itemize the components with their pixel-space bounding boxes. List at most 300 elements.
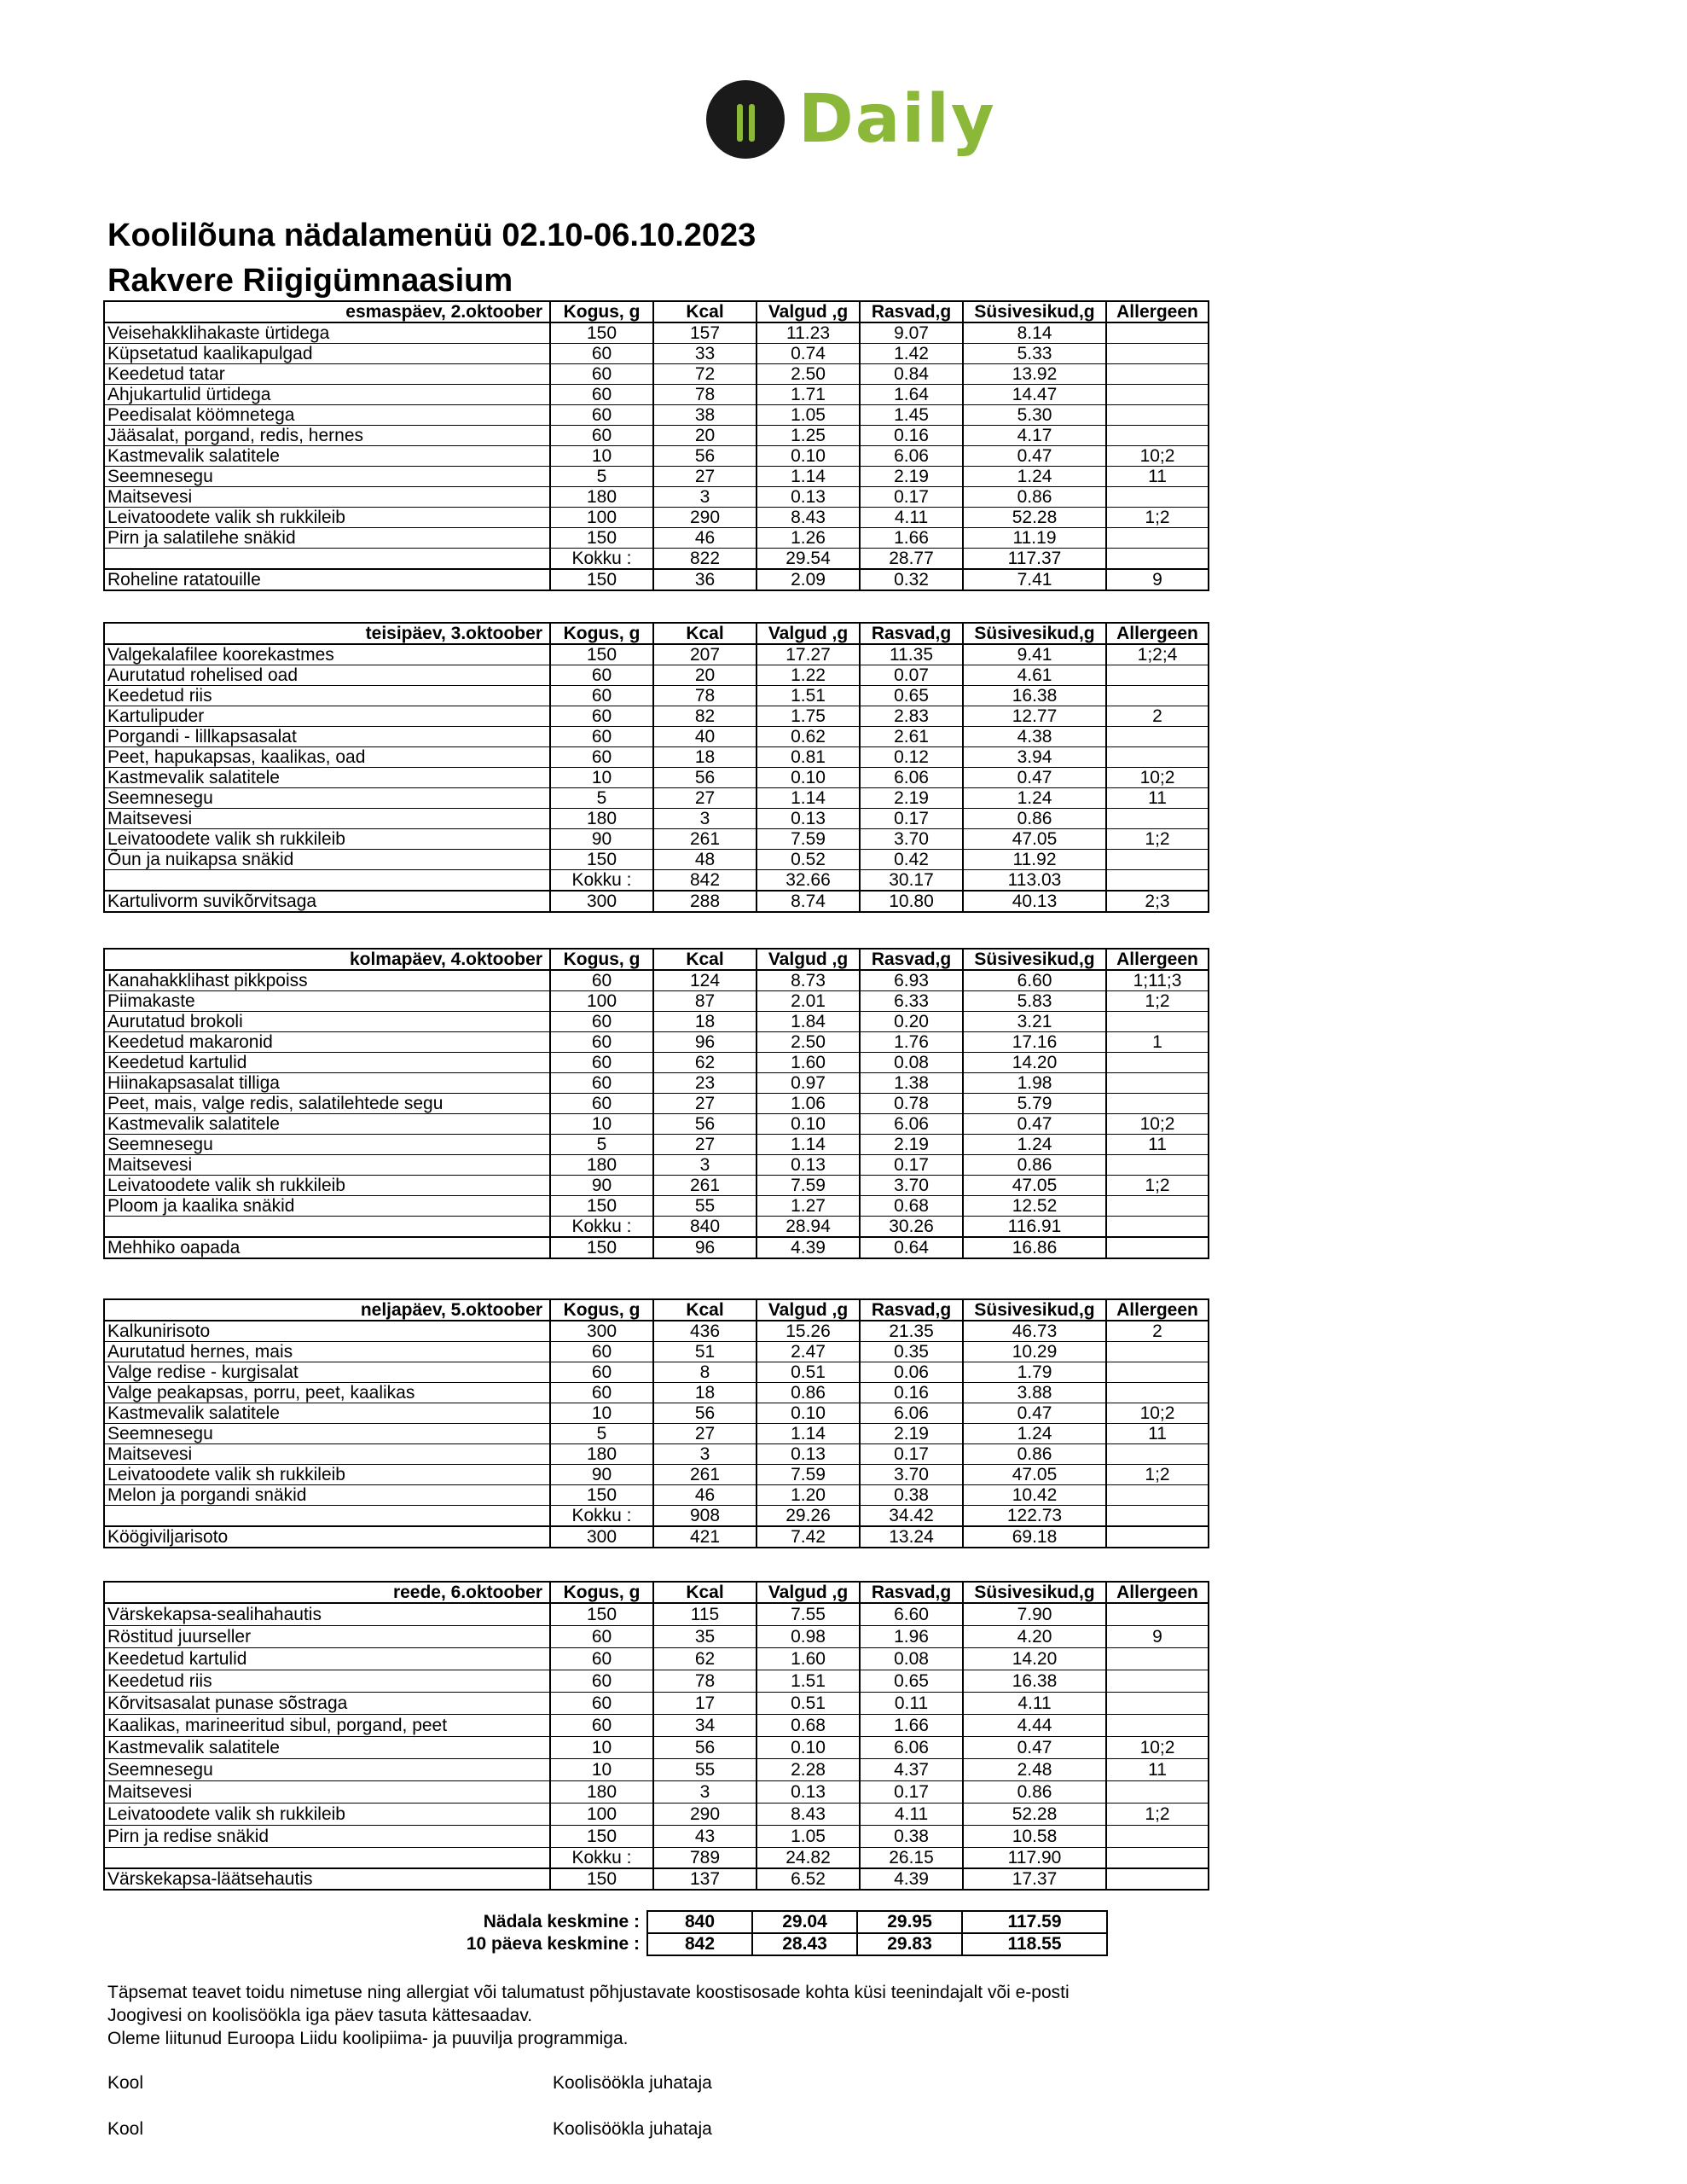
nutrient-value: 0.64: [860, 1237, 963, 1258]
total-label: Kokku :: [550, 549, 653, 570]
nutrient-value: 10;2: [1106, 768, 1209, 788]
average-row: [426, 1933, 1107, 1955]
nutrient-value: 1.71: [757, 385, 860, 405]
menu-item-row: [104, 829, 1209, 850]
nutrient-value: [1106, 1053, 1209, 1073]
column-header: Allergeen: [1106, 949, 1209, 970]
menu-item-row: [104, 1781, 1209, 1804]
menu-item-row: [104, 446, 1209, 467]
nutrient-value: 9: [1106, 569, 1209, 590]
nutrient-value: 8: [653, 1362, 757, 1383]
nutrient-value: 12.77: [963, 706, 1106, 727]
dish-name: Kastmevalik salatitele: [104, 1114, 550, 1135]
nutrient-value: 7.59: [757, 1176, 860, 1196]
menu-item-row: [104, 970, 1209, 991]
nutrient-value: 11: [1106, 1759, 1209, 1781]
nutrient-value: 0.47: [963, 1737, 1106, 1759]
nutrient-value: 47.05: [963, 829, 1106, 850]
nutrient-value: 6.93: [860, 970, 963, 991]
nutrient-value: [1106, 1237, 1209, 1258]
nutrient-value: 0.16: [860, 426, 963, 446]
signature-school-2: Kool: [107, 2119, 144, 2139]
nutrient-value: 0.68: [860, 1196, 963, 1217]
nutrient-value: 3.70: [860, 1176, 963, 1196]
nutrient-value: 4.11: [963, 1693, 1106, 1715]
total-value: 29.54: [757, 549, 860, 570]
nutrient-value: 34: [653, 1715, 757, 1737]
nutrient-value: [1106, 528, 1209, 549]
note-info: Täpsemat teavet toidu nimetuse ning allergiat või talumatust põhjustavate koostisosade kohta küsi teenindajalt või e-posti: [107, 1983, 1070, 2002]
column-header: Süsivesikud,g: [963, 949, 1106, 970]
nutrient-value: 0.86: [963, 1781, 1106, 1804]
nutrient-value: 60: [550, 665, 653, 686]
nutrient-value: 90: [550, 1465, 653, 1485]
nutrient-value: 180: [550, 809, 653, 829]
total-value: 842: [653, 870, 757, 892]
dish-name: Pirn ja salatilehe snäkid: [104, 528, 550, 549]
column-header: Valgud ,g: [757, 949, 860, 970]
nutrient-value: 1.06: [757, 1094, 860, 1114]
nutrient-value: 6.06: [860, 768, 963, 788]
column-header: Kogus, g: [550, 1582, 653, 1603]
fork-knife-icon: [706, 80, 785, 159]
nutrient-value: 180: [550, 487, 653, 508]
nutrient-value: 1.66: [860, 1715, 963, 1737]
nutrient-value: 0.74: [757, 344, 860, 364]
nutrient-value: 3: [653, 809, 757, 829]
dish-name: Veisehakklihakaste ürtidega: [104, 322, 550, 344]
nutrient-value: 0.52: [757, 850, 860, 870]
dish-name: Peedisalat köömnetega: [104, 405, 550, 426]
menu-item-row: [104, 487, 1209, 508]
column-header: Süsivesikud,g: [963, 1582, 1106, 1603]
total-row: [104, 1217, 1209, 1238]
column-header: Valgud ,g: [757, 301, 860, 322]
nutrient-value: 0.65: [860, 686, 963, 706]
nutrient-value: 1;2;4: [1106, 644, 1209, 665]
nutrient-value: 10;2: [1106, 446, 1209, 467]
nutrient-value: 4.20: [963, 1626, 1106, 1648]
nutrient-value: [1106, 850, 1209, 870]
dish-name: Porgandi - lillkapsasalat: [104, 727, 550, 747]
nutrient-value: 0.10: [757, 1403, 860, 1424]
menu-item-row: [104, 991, 1209, 1012]
dish-name: Küpsetatud kaalikapulgad: [104, 344, 550, 364]
nutrient-value: 1.45: [860, 405, 963, 426]
nutrient-value: 5.30: [963, 405, 1106, 426]
nutrient-value: 20: [653, 665, 757, 686]
nutrient-value: 69.18: [963, 1526, 1106, 1548]
nutrient-value: 2.01: [757, 991, 860, 1012]
nutrient-value: [1106, 747, 1209, 768]
nutrient-value: 150: [550, 1603, 653, 1626]
nutrient-value: 60: [550, 1073, 653, 1094]
dish-name: Värskekapsa-sealihahautis: [104, 1603, 550, 1626]
nutrient-value: 2.61: [860, 727, 963, 747]
nutrient-value: 17: [653, 1693, 757, 1715]
nutrient-value: 60: [550, 1648, 653, 1670]
nutrient-value: 17.16: [963, 1032, 1106, 1053]
total-value: 840: [653, 1217, 757, 1238]
total-value: 32.66: [757, 870, 860, 892]
total-label: Kokku :: [550, 1506, 653, 1527]
nutrient-value: 150: [550, 850, 653, 870]
nutrient-value: 11.35: [860, 644, 963, 665]
dish-name: Seemnesegu: [104, 788, 550, 809]
nutrient-value: [1106, 1526, 1209, 1548]
nutrient-value: 1.60: [757, 1053, 860, 1073]
nutrient-value: 1.25: [757, 426, 860, 446]
total-label: Kokku :: [550, 1848, 653, 1869]
nutrient-value: 7.41: [963, 569, 1106, 590]
nutrient-value: 180: [550, 1444, 653, 1465]
nutrient-value: 8.43: [757, 1804, 860, 1826]
alternative-dish-row: [104, 1868, 1209, 1890]
nutrient-value: 7.59: [757, 1465, 860, 1485]
total-label: Kokku :: [550, 1217, 653, 1238]
nutrient-value: 0.17: [860, 487, 963, 508]
nutrient-value: 1.27: [757, 1196, 860, 1217]
empty-cell: [104, 870, 550, 892]
nutrient-value: 43: [653, 1826, 757, 1848]
column-header: Kcal: [653, 949, 757, 970]
nutrient-value: 1.24: [963, 1135, 1106, 1155]
nutrient-value: 8.43: [757, 508, 860, 528]
nutrient-value: 150: [550, 322, 653, 344]
nutrient-value: [1106, 1012, 1209, 1032]
nutrient-value: 7.90: [963, 1603, 1106, 1626]
column-header: Allergeen: [1106, 301, 1209, 322]
nutrient-value: 10: [550, 1114, 653, 1135]
nutrient-value: 1.20: [757, 1485, 860, 1506]
total-value: 28.77: [860, 549, 963, 570]
nutrient-value: [1106, 1603, 1209, 1626]
dish-name: Maitsevesi: [104, 1444, 550, 1465]
total-row: [104, 870, 1209, 892]
average-value: 840: [647, 1911, 752, 1933]
menu-item-row: [104, 405, 1209, 426]
nutrient-value: [1106, 1693, 1209, 1715]
column-header: Kogus, g: [550, 623, 653, 644]
nutrient-value: 6.33: [860, 991, 963, 1012]
nutrient-value: 27: [653, 467, 757, 487]
nutrient-value: [1106, 1362, 1209, 1383]
nutrient-value: 11.23: [757, 322, 860, 344]
column-header: Kogus, g: [550, 1299, 653, 1321]
page-title: Koolilõuna nädalamenüü 02.10-06.10.2023: [107, 218, 757, 253]
dish-name: Keedetud makaronid: [104, 1032, 550, 1053]
nutrient-value: 55: [653, 1196, 757, 1217]
nutrient-value: [1106, 1648, 1209, 1670]
dish-name: Seemnesegu: [104, 467, 550, 487]
nutrient-value: 9.07: [860, 322, 963, 344]
nutrient-value: 2.83: [860, 706, 963, 727]
nutrient-value: 0.47: [963, 446, 1106, 467]
nutrient-value: 1.66: [860, 528, 963, 549]
nutrient-value: 1.51: [757, 1670, 860, 1693]
dish-name: Kartulivorm suvikõrvitsaga: [104, 891, 550, 912]
day-menu-table: [103, 1298, 1209, 1548]
nutrient-value: 60: [550, 747, 653, 768]
nutrient-value: 90: [550, 1176, 653, 1196]
nutrient-value: 60: [550, 970, 653, 991]
nutrient-value: 4.39: [860, 1868, 963, 1890]
nutrient-value: 60: [550, 1012, 653, 1032]
menu-item-row: [104, 1626, 1209, 1648]
nutrient-value: 12.52: [963, 1196, 1106, 1217]
nutrient-value: 3: [653, 1781, 757, 1804]
dish-name: Keedetud kartulid: [104, 1648, 550, 1670]
total-value: 116.91: [963, 1217, 1106, 1238]
dish-name: Keedetud tatar: [104, 364, 550, 385]
nutrient-value: 10;2: [1106, 1114, 1209, 1135]
total-label: Kokku :: [550, 870, 653, 892]
nutrient-value: [1106, 1715, 1209, 1737]
dish-name: Keedetud riis: [104, 1670, 550, 1693]
nutrient-value: [1106, 1073, 1209, 1094]
nutrient-value: 1.14: [757, 788, 860, 809]
column-header: Rasvad,g: [860, 1582, 963, 1603]
nutrient-value: [1106, 686, 1209, 706]
dish-name: Aurutatud hernes, mais: [104, 1342, 550, 1362]
nutrient-value: 1.96: [860, 1626, 963, 1648]
nutrient-value: 0.06: [860, 1362, 963, 1383]
nutrient-value: 207: [653, 644, 757, 665]
nutrient-value: 10: [550, 1403, 653, 1424]
menu-item-row: [104, 1403, 1209, 1424]
nutrient-value: 11: [1106, 788, 1209, 809]
nutrient-value: 0.10: [757, 446, 860, 467]
nutrient-value: 60: [550, 706, 653, 727]
dish-name: Kartulipuder: [104, 706, 550, 727]
nutrient-value: [1106, 1444, 1209, 1465]
menu-item-row: [104, 322, 1209, 344]
menu-item-row: [104, 727, 1209, 747]
dish-name: Seemnesegu: [104, 1135, 550, 1155]
daily-logo: [706, 77, 996, 162]
nutrient-value: 261: [653, 829, 757, 850]
menu-item-row: [104, 1073, 1209, 1094]
nutrient-value: 0.10: [757, 1737, 860, 1759]
nutrient-value: 60: [550, 727, 653, 747]
total-value: 34.42: [860, 1506, 963, 1527]
nutrient-value: 11: [1106, 467, 1209, 487]
nutrient-value: 51: [653, 1342, 757, 1362]
nutrient-value: 2.50: [757, 1032, 860, 1053]
dish-name: Valgekalafilee koorekastmes: [104, 644, 550, 665]
nutrient-value: 8.74: [757, 891, 860, 912]
nutrient-value: 36: [653, 569, 757, 590]
menu-item-row: [104, 747, 1209, 768]
nutrient-value: 4.11: [860, 1804, 963, 1826]
nutrient-value: 0.11: [860, 1693, 963, 1715]
menu-item-row: [104, 1321, 1209, 1342]
dish-name: Hiinakapsasalat tilliga: [104, 1073, 550, 1094]
nutrient-value: [1106, 1155, 1209, 1176]
empty-cell: [104, 1506, 550, 1527]
menu-item-row: [104, 850, 1209, 870]
table-header-row: [104, 623, 1209, 644]
column-header: Allergeen: [1106, 623, 1209, 644]
nutrient-value: 100: [550, 991, 653, 1012]
nutrient-value: 0.68: [757, 1715, 860, 1737]
nutrient-value: 2.50: [757, 364, 860, 385]
empty-cell: [1106, 1506, 1209, 1527]
nutrient-value: [1106, 1485, 1209, 1506]
total-value: 30.17: [860, 870, 963, 892]
note-water: Joogivesi on koolisöökla iga päev tasuta kättesaadav.: [107, 2006, 533, 2025]
nutrient-value: 1;2: [1106, 829, 1209, 850]
nutrient-value: 9.41: [963, 644, 1106, 665]
column-header: Allergeen: [1106, 1299, 1209, 1321]
day-menu-table: [103, 1581, 1209, 1891]
nutrient-value: 150: [550, 528, 653, 549]
menu-item-row: [104, 344, 1209, 364]
nutrient-value: 60: [550, 385, 653, 405]
nutrient-value: 62: [653, 1648, 757, 1670]
total-value: 113.03: [963, 870, 1106, 892]
nutrient-value: [1106, 385, 1209, 405]
dish-name: Maitsevesi: [104, 487, 550, 508]
nutrient-value: 6.06: [860, 1403, 963, 1424]
nutrient-value: 9: [1106, 1626, 1209, 1648]
dish-name: Köögiviljarisoto: [104, 1526, 550, 1548]
menu-item-row: [104, 1094, 1209, 1114]
nutrient-value: 0.08: [860, 1648, 963, 1670]
nutrient-value: 0.97: [757, 1073, 860, 1094]
nutrient-value: 46.73: [963, 1321, 1106, 1342]
dish-name: Seemnesegu: [104, 1759, 550, 1781]
column-header: Kcal: [653, 623, 757, 644]
nutrient-value: 0.35: [860, 1342, 963, 1362]
nutrient-value: 52.28: [963, 508, 1106, 528]
nutrient-value: 1.42: [860, 344, 963, 364]
nutrient-value: 7.55: [757, 1603, 860, 1626]
nutrient-value: 10.80: [860, 891, 963, 912]
nutrient-value: 0.84: [860, 364, 963, 385]
nutrient-value: [1106, 1094, 1209, 1114]
nutrient-value: [1106, 426, 1209, 446]
nutrient-value: 6.60: [963, 970, 1106, 991]
nutrient-value: 150: [550, 644, 653, 665]
nutrient-value: 8.73: [757, 970, 860, 991]
nutrient-value: 56: [653, 1737, 757, 1759]
nutrient-value: [1106, 322, 1209, 344]
nutrient-value: 0.38: [860, 1826, 963, 1848]
nutrient-value: 14.20: [963, 1053, 1106, 1073]
nutrient-value: 6.06: [860, 1737, 963, 1759]
nutrient-value: 421: [653, 1526, 757, 1548]
menu-item-row: [104, 1342, 1209, 1362]
dish-name: Kastmevalik salatitele: [104, 768, 550, 788]
nutrient-value: 124: [653, 970, 757, 991]
menu-item-row: [104, 1826, 1209, 1848]
nutrient-value: 3.70: [860, 829, 963, 850]
nutrient-value: 2.19: [860, 788, 963, 809]
day-menu-table: [103, 622, 1209, 913]
nutrient-value: 1.26: [757, 528, 860, 549]
dish-name: Valge redise - kurgisalat: [104, 1362, 550, 1383]
nutrient-value: 6.06: [860, 446, 963, 467]
note-programme: Oleme liitunud Euroopa Liidu koolipiima- ja puuvilja programmiga.: [107, 2029, 629, 2048]
nutrient-value: 27: [653, 788, 757, 809]
menu-item-row: [104, 1603, 1209, 1626]
nutrient-value: [1106, 405, 1209, 426]
nutrient-value: 0.86: [757, 1383, 860, 1403]
column-header: Kcal: [653, 301, 757, 322]
nutrient-value: 0.51: [757, 1693, 860, 1715]
average-value: 29.83: [857, 1933, 962, 1955]
nutrient-value: 5: [550, 1135, 653, 1155]
nutrient-value: 0.13: [757, 1444, 860, 1465]
nutrient-value: 60: [550, 1094, 653, 1114]
dish-name: Seemnesegu: [104, 1424, 550, 1444]
menu-item-row: [104, 706, 1209, 727]
nutrient-value: 5.33: [963, 344, 1106, 364]
nutrient-value: 1.14: [757, 1135, 860, 1155]
school-name: Rakvere Riigigümnaasium: [107, 263, 513, 299]
nutrient-value: [1106, 1826, 1209, 1848]
nutrient-value: 1;2: [1106, 1465, 1209, 1485]
nutrient-value: 47.05: [963, 1465, 1106, 1485]
nutrient-value: 157: [653, 322, 757, 344]
total-row: [104, 1848, 1209, 1869]
dish-name: Keedetud kartulid: [104, 1053, 550, 1073]
nutrient-value: 5: [550, 788, 653, 809]
nutrient-value: 4.44: [963, 1715, 1106, 1737]
nutrient-value: [1106, 1670, 1209, 1693]
nutrient-value: 56: [653, 446, 757, 467]
nutrient-value: 21.35: [860, 1321, 963, 1342]
nutrient-value: 2.28: [757, 1759, 860, 1781]
day-label: reede, 6.oktoober: [104, 1582, 550, 1603]
menu-item-row: [104, 1012, 1209, 1032]
nutrient-value: 14.20: [963, 1648, 1106, 1670]
nutrient-value: 290: [653, 508, 757, 528]
dish-name: Mehhiko oapada: [104, 1237, 550, 1258]
nutrient-value: 1.38: [860, 1073, 963, 1094]
day-menu-table: [103, 948, 1209, 1259]
empty-cell: [1106, 1217, 1209, 1238]
nutrient-value: 33: [653, 344, 757, 364]
menu-item-row: [104, 528, 1209, 549]
nutrient-value: 0.62: [757, 727, 860, 747]
nutrient-value: 16.86: [963, 1237, 1106, 1258]
nutrient-value: 2.19: [860, 467, 963, 487]
nutrient-value: [1106, 665, 1209, 686]
nutrient-value: 1.98: [963, 1073, 1106, 1094]
nutrient-value: 150: [550, 1868, 653, 1890]
nutrient-value: 4.11: [860, 508, 963, 528]
nutrient-value: 78: [653, 686, 757, 706]
menu-item-row: [104, 1424, 1209, 1444]
empty-cell: [104, 1848, 550, 1869]
dish-name: Pirn ja redise snäkid: [104, 1826, 550, 1848]
dish-name: Ploom ja kaalika snäkid: [104, 1196, 550, 1217]
alternative-dish-row: [104, 1526, 1209, 1548]
dish-name: Leivatoodete valik sh rukkileib: [104, 1176, 550, 1196]
dish-name: Aurutatud rohelised oad: [104, 665, 550, 686]
nutrient-value: 1.22: [757, 665, 860, 686]
menu-item-row: [104, 1114, 1209, 1135]
nutrient-value: 18: [653, 747, 757, 768]
nutrient-value: 1.51: [757, 686, 860, 706]
menu-item-row: [104, 1693, 1209, 1715]
column-header: Süsivesikud,g: [963, 1299, 1106, 1321]
nutrient-value: 0.17: [860, 809, 963, 829]
nutrient-value: 0.10: [757, 1114, 860, 1135]
dish-name: Õun ja nuikapsa snäkid: [104, 850, 550, 870]
